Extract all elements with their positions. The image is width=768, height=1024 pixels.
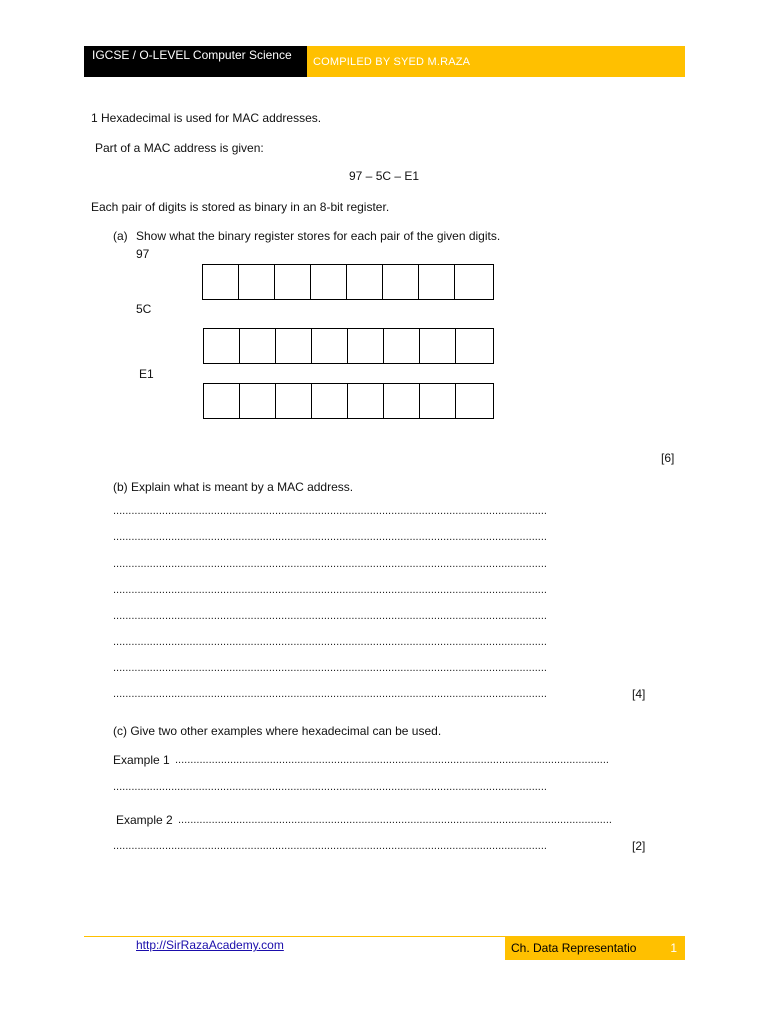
bit-cell[interactable] (456, 384, 492, 418)
bit-cell[interactable] (420, 384, 456, 418)
bit-cell[interactable] (312, 329, 348, 363)
answer-line[interactable]: .............................................................................................................................................. (113, 584, 547, 596)
bit-cell[interactable] (240, 384, 276, 418)
answer-line[interactable]: .............................................................................................................................................. (113, 840, 547, 852)
bit-cell[interactable] (275, 265, 311, 299)
part-b-marks: [4] (632, 687, 646, 701)
part-a-label: (a) (113, 229, 128, 243)
answer-line[interactable]: .............................................................................................................................................. (113, 505, 547, 517)
bit-cell[interactable] (276, 329, 312, 363)
part-a-text: Show what the binary register stores for each pair of the given digits. (136, 229, 501, 243)
bit-cell[interactable] (203, 265, 239, 299)
footer-chapter: Ch. Data Representatio (511, 941, 637, 955)
bit-cell[interactable] (204, 329, 240, 363)
bit-cell[interactable] (348, 329, 384, 363)
bit-cell[interactable] (311, 265, 347, 299)
bit-cell[interactable] (384, 329, 420, 363)
bit-cell[interactable] (347, 265, 383, 299)
footer-chapter-box (505, 937, 685, 960)
answer-line[interactable]: .............................................................................................................................................. (113, 610, 547, 622)
bit-cell[interactable] (420, 329, 456, 363)
answer-line[interactable]: .............................................................................................................................................. (178, 814, 612, 826)
part-c-text: (c) Give two other examples where hexadecimal can be used. (113, 724, 442, 738)
register-label-e1: E1 (139, 367, 154, 381)
answer-line[interactable]: .............................................................................................................................................. (175, 754, 609, 766)
part-b-text: (b) Explain what is meant by a MAC address. (113, 480, 354, 494)
register-label-97: 97 (136, 247, 150, 261)
question-part-given: Part of a MAC address is given: (95, 141, 264, 155)
answer-line[interactable]: .............................................................................................................................................. (113, 688, 547, 700)
register-label-5c: 5C (136, 302, 152, 316)
mac-address: 97 – 5C – E1 (349, 169, 420, 183)
answer-line[interactable]: .............................................................................................................................................. (113, 636, 547, 648)
bit-cell[interactable] (204, 384, 240, 418)
header-course-title: IGCSE / O-LEVEL Computer Science (84, 46, 307, 77)
bit-cell[interactable] (312, 384, 348, 418)
page-number: 1 (670, 941, 677, 955)
bit-cell[interactable] (455, 265, 491, 299)
example-2-label: Example 2 (116, 813, 173, 827)
bit-cell[interactable] (239, 265, 275, 299)
register-97 (202, 264, 494, 300)
bit-cell[interactable] (276, 384, 312, 418)
bit-cell[interactable] (240, 329, 276, 363)
bit-cell[interactable] (348, 384, 384, 418)
part-a-marks: [6] (661, 451, 675, 465)
register-5c (203, 328, 494, 364)
register-e1 (203, 383, 494, 419)
bit-cell[interactable] (456, 329, 492, 363)
answer-line[interactable]: .............................................................................................................................................. (113, 662, 547, 674)
example-1-label: Example 1 (113, 753, 170, 767)
bit-cell[interactable] (419, 265, 455, 299)
header-compiler: COMPILED BY SYED M.RAZA (307, 46, 685, 77)
part-c-marks: [2] (632, 839, 646, 853)
footer-link[interactable]: http://SirRazaAcademy.com (136, 938, 284, 952)
pairs-note: Each pair of digits is stored as binary in an 8-bit register. (91, 200, 390, 214)
question-intro: 1 Hexadecimal is used for MAC addresses. (91, 111, 322, 125)
bit-cell[interactable] (384, 384, 420, 418)
answer-line[interactable]: .............................................................................................................................................. (113, 781, 547, 793)
answer-line[interactable]: .............................................................................................................................................. (113, 531, 547, 543)
bit-cell[interactable] (383, 265, 419, 299)
answer-line[interactable]: .............................................................................................................................................. (113, 558, 547, 570)
